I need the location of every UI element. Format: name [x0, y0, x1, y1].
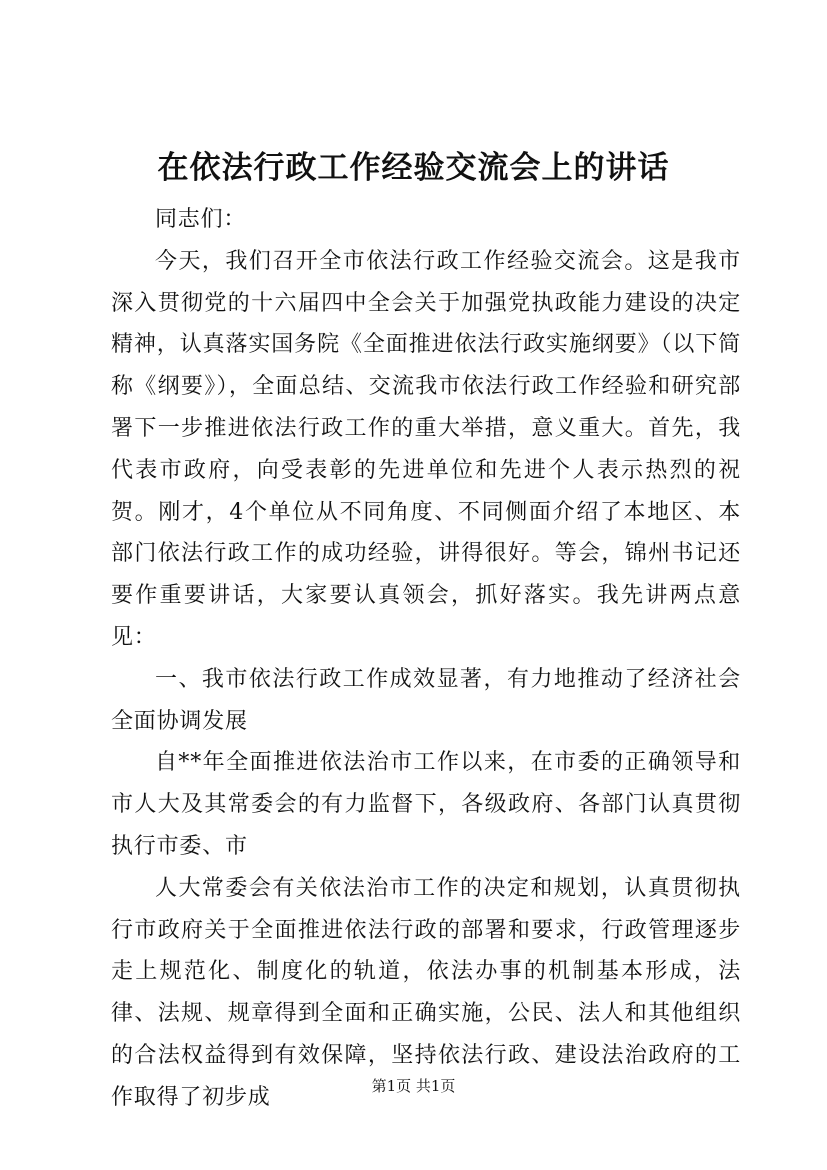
body-paragraph: 自**年全面推进依法治市工作以来，在市委的正确领导和市人大及其常委会的有力监督下，各级政府、各部门认真贯彻执行市委、市: [111, 750, 741, 859]
body-paragraph: 人大常委会有关依法治市工作的决定和规划，认真贯彻执行市政府关于全面推进依法行政的部署和要求，行政管理逐步走上规范化、制度化的轨道，依法办事的机制基本形成，法律、法规、规章得到全面和正确实施，公民、法人和其他组织的合法权益得到有效保障，坚持依法行政、建设法治政府的工作取得了初步成: [111, 875, 741, 1110]
greeting-paragraph: 同志们：: [155, 207, 247, 232]
document-title: 在依法行政工作经验交流会上的讲话: [157, 150, 670, 186]
page-number-footer: 第1页 共1页: [371, 1077, 456, 1095]
document-body: [111, 199, 741, 1119]
section-heading: 一、我市依法行政工作成效显著，有力地推动了经济社会全面协调发展: [111, 666, 741, 734]
body-paragraph: 今天，我们召开全市依法行政工作经验交流会。这是我市深入贯彻党的十六届四中全会关于加强党执政能力建设的决定精神，认真落实国务院《全面推进依法行政实施纲要》（以下简称《纲要》），全面总结、交流我市依法行政工作经验和研究部署下一步推进依法行政工作的重大举措，意义重大。首先，我代表市政府，向受表彰的先进单位和先进个人表示热烈的祝贺。刚才，4个单位从不同角度、不同侧面介绍了本地区、本部门依法行政工作的成功经验，讲得很好。等会，锦州书记还要作重要讲话，大家要认真领会，抓好落实。我先讲两点意见：: [111, 248, 741, 650]
